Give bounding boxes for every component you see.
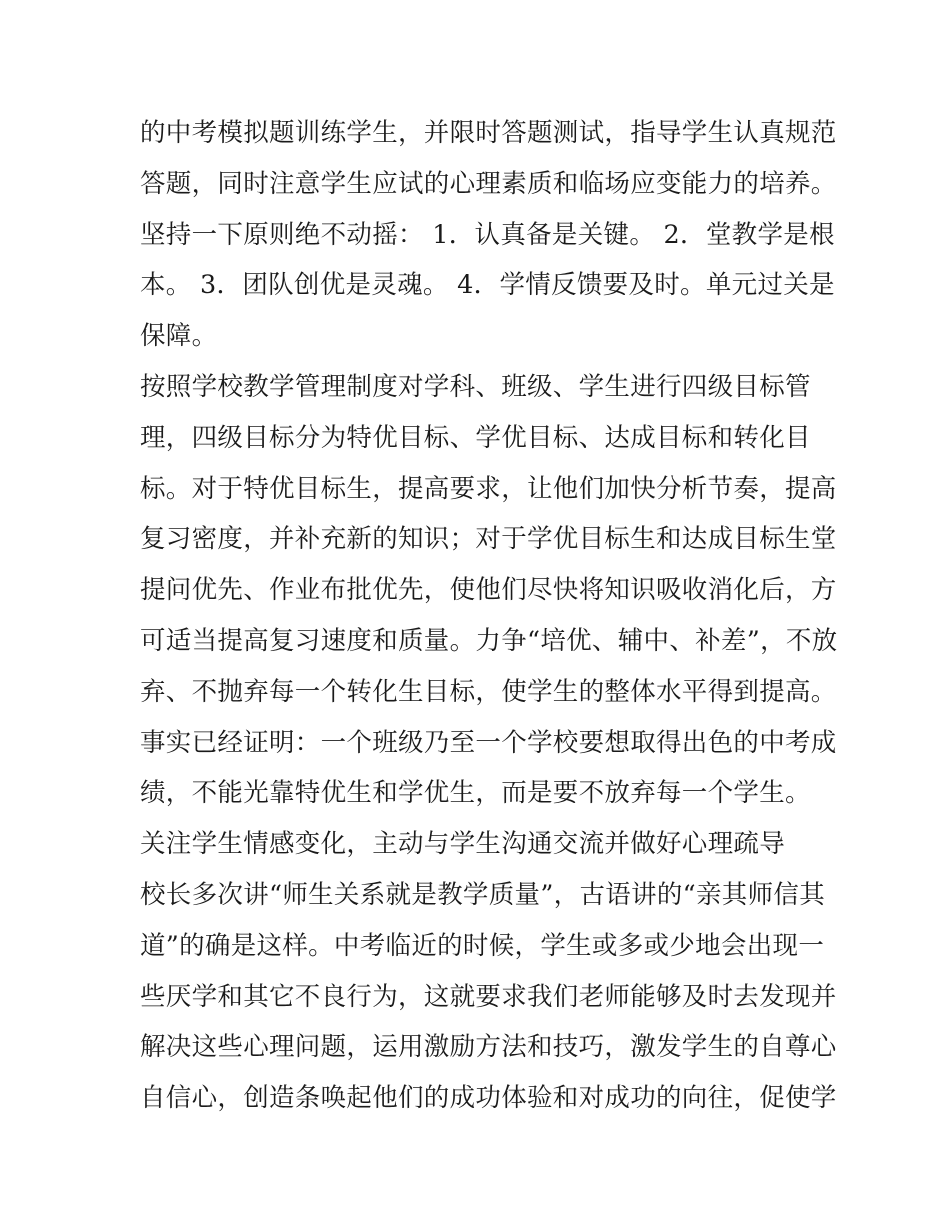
text-line: 理，四级目标分为特优目标、学优目标、达成目标和转化目 (140, 422, 811, 453)
text-line: 关注学生情感变化，主动与学生沟通交流并做好心理疏导 (140, 829, 786, 860)
text-line: 弃、不抛弃每一个转化生目标，使学生的整体水平得到提高。 (140, 676, 837, 707)
text-line: 些厌学和其它不良行为，这就要求我们老师能够及时去发现并 (140, 981, 837, 1012)
text-line: 答题，同时注意学生应试的心理素质和临场应变能力的培养。 (140, 168, 837, 199)
text-line: 本。 3．团队创优是灵魂。 4．学情反馈要及时。单元过关是 (140, 270, 835, 301)
text-line: 道”的确是这样。中考临近的时候，学生或多或少地会出现一 (140, 930, 825, 961)
text-line: 坚持一下原则绝不动摇： 1．认真备是关键。 2．堂教学是根 (140, 219, 835, 250)
text-line: 按照学校教学管理制度对学科、班级、学生进行四级目标管 (140, 371, 811, 402)
body-text (140, 108, 838, 1124)
text-line: 绩，不能光靠特优生和学优生，而是要不放弃每一个学生。 (140, 778, 811, 809)
text-line: 保障。 (140, 321, 218, 352)
text-line: 自信心，创造条唤起他们的成功体验和对成功的向往，促使学 (140, 1083, 837, 1114)
text-line: 解决这些心理问题，运用激励方法和技巧，激发学生的自尊心 (140, 1032, 837, 1063)
text-line: 校长多次讲“师生关系就是教学质量”，古语讲的“亲其师信其 (140, 879, 826, 910)
text-line: 提问优先、作业布批优先，使他们尽快将知识吸收消化后，方 (140, 575, 837, 606)
text-line: 复习密度，并补充新的知识；对于学优目标生和达成目标生堂 (140, 524, 837, 555)
text-line: 事实已经证明：一个班级乃至一个学校要想取得出色的中考成 (140, 727, 837, 758)
text-line: 可适当提高复习速度和质量。力争“培优、辅中、补差”，不放 (140, 625, 838, 656)
text-line: 的中考模拟题训练学生，并限时答题测试，指导学生认真规范 (140, 118, 837, 148)
text-line: 标。对于特优目标生，提高要求，让他们加快分析节奏，提高 (140, 473, 837, 504)
